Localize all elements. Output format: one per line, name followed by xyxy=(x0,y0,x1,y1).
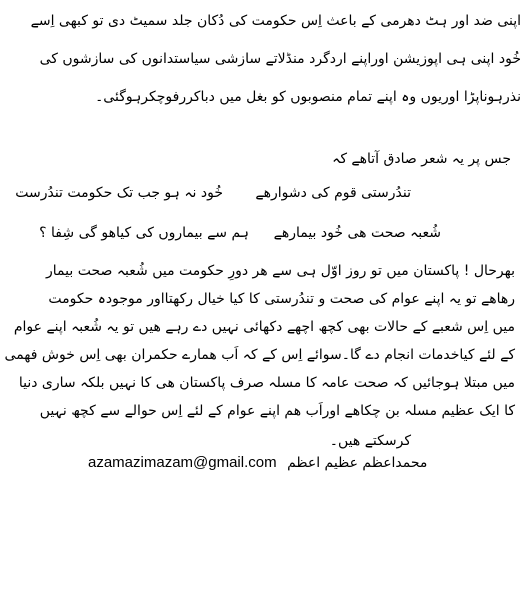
paragraph-2-line-7: کرسکتے ھیں۔ xyxy=(329,433,411,449)
author-email: azamazimazam@gmail.com xyxy=(88,454,277,471)
paragraph-2-line-1: بھرحال ! پاکستان میں تو روز اوّل ہی سے ھر دورِ حکومت میں شُعبہ صحت بیمار xyxy=(46,263,515,279)
verse-line-1-second-half: تندُرستی قوم کی دشوارھے xyxy=(255,185,411,201)
paragraph-1-line-3: نذرہوناپڑا اوریوں وہ اپنے تمام منصوبوں کو بغل میں دباکررفوچکرہوگئی۔ xyxy=(95,89,521,105)
paragraph-1-line-2: خُود اپنی ہی اپوزیشن اوراپنے اردگرد منڈلاتے سازشی سیاستدانوں کی سازشوں کی xyxy=(39,51,521,67)
paragraph-2-line-5: میں مبتلا ہوجائیں کہ صحت عامہ کا مسلہ صرف پاکستان ھی کا نہیں بلکہ ساری دنیا xyxy=(18,375,515,391)
verse-line-1-first-half: خُود نہ ہو جب تک حکومت تندُرست xyxy=(15,185,223,201)
paragraph-2-line-2: رھاھے تو یہ اپنے عوام کی صحت و تندُرستی کا کیا خیال رکھتااور موجودہ حکومت xyxy=(48,291,515,307)
author-name: محمداعظم عظیم اعظم xyxy=(287,455,428,471)
paragraph-2-line-6: کا ایک عظیم مسلہ بن چکاھے اوراَب ھم اپنے عوام کے لئے اِس حوالے سے کچھ نہیں xyxy=(39,403,515,419)
verse-line-2-first-half: ہم سے بیماروں کی کیاھو گی شِفا ؟ xyxy=(39,225,249,241)
author-signature xyxy=(88,454,427,471)
paragraph-2-line-3: میں اِس شعبے کے حالات بھی کچھ اچھے دکھائی نہیں دے رہے ھیں تو یہ شُعبہ اپنے عوام xyxy=(13,319,515,335)
verse-intro: جس پر یہ شعر صادق آتاھے کہ xyxy=(332,151,511,167)
verse-line-2-second-half: شُعبہ صحت ھی خُود بیمارھے xyxy=(273,225,441,241)
paragraph-1-line-1: اپنی ضد اور ہٹ دھرمی کے باعث اِس حکومت کی دُکان جلد سمیٹ دی تو کبھی اِسے xyxy=(30,13,521,29)
paragraph-2-line-4: کے لئے کیاخدمات انجام دے گا۔سوائے اِس کے کہ اَب ھمارے حکمران بھی اِس خوش فھمی xyxy=(4,347,515,363)
